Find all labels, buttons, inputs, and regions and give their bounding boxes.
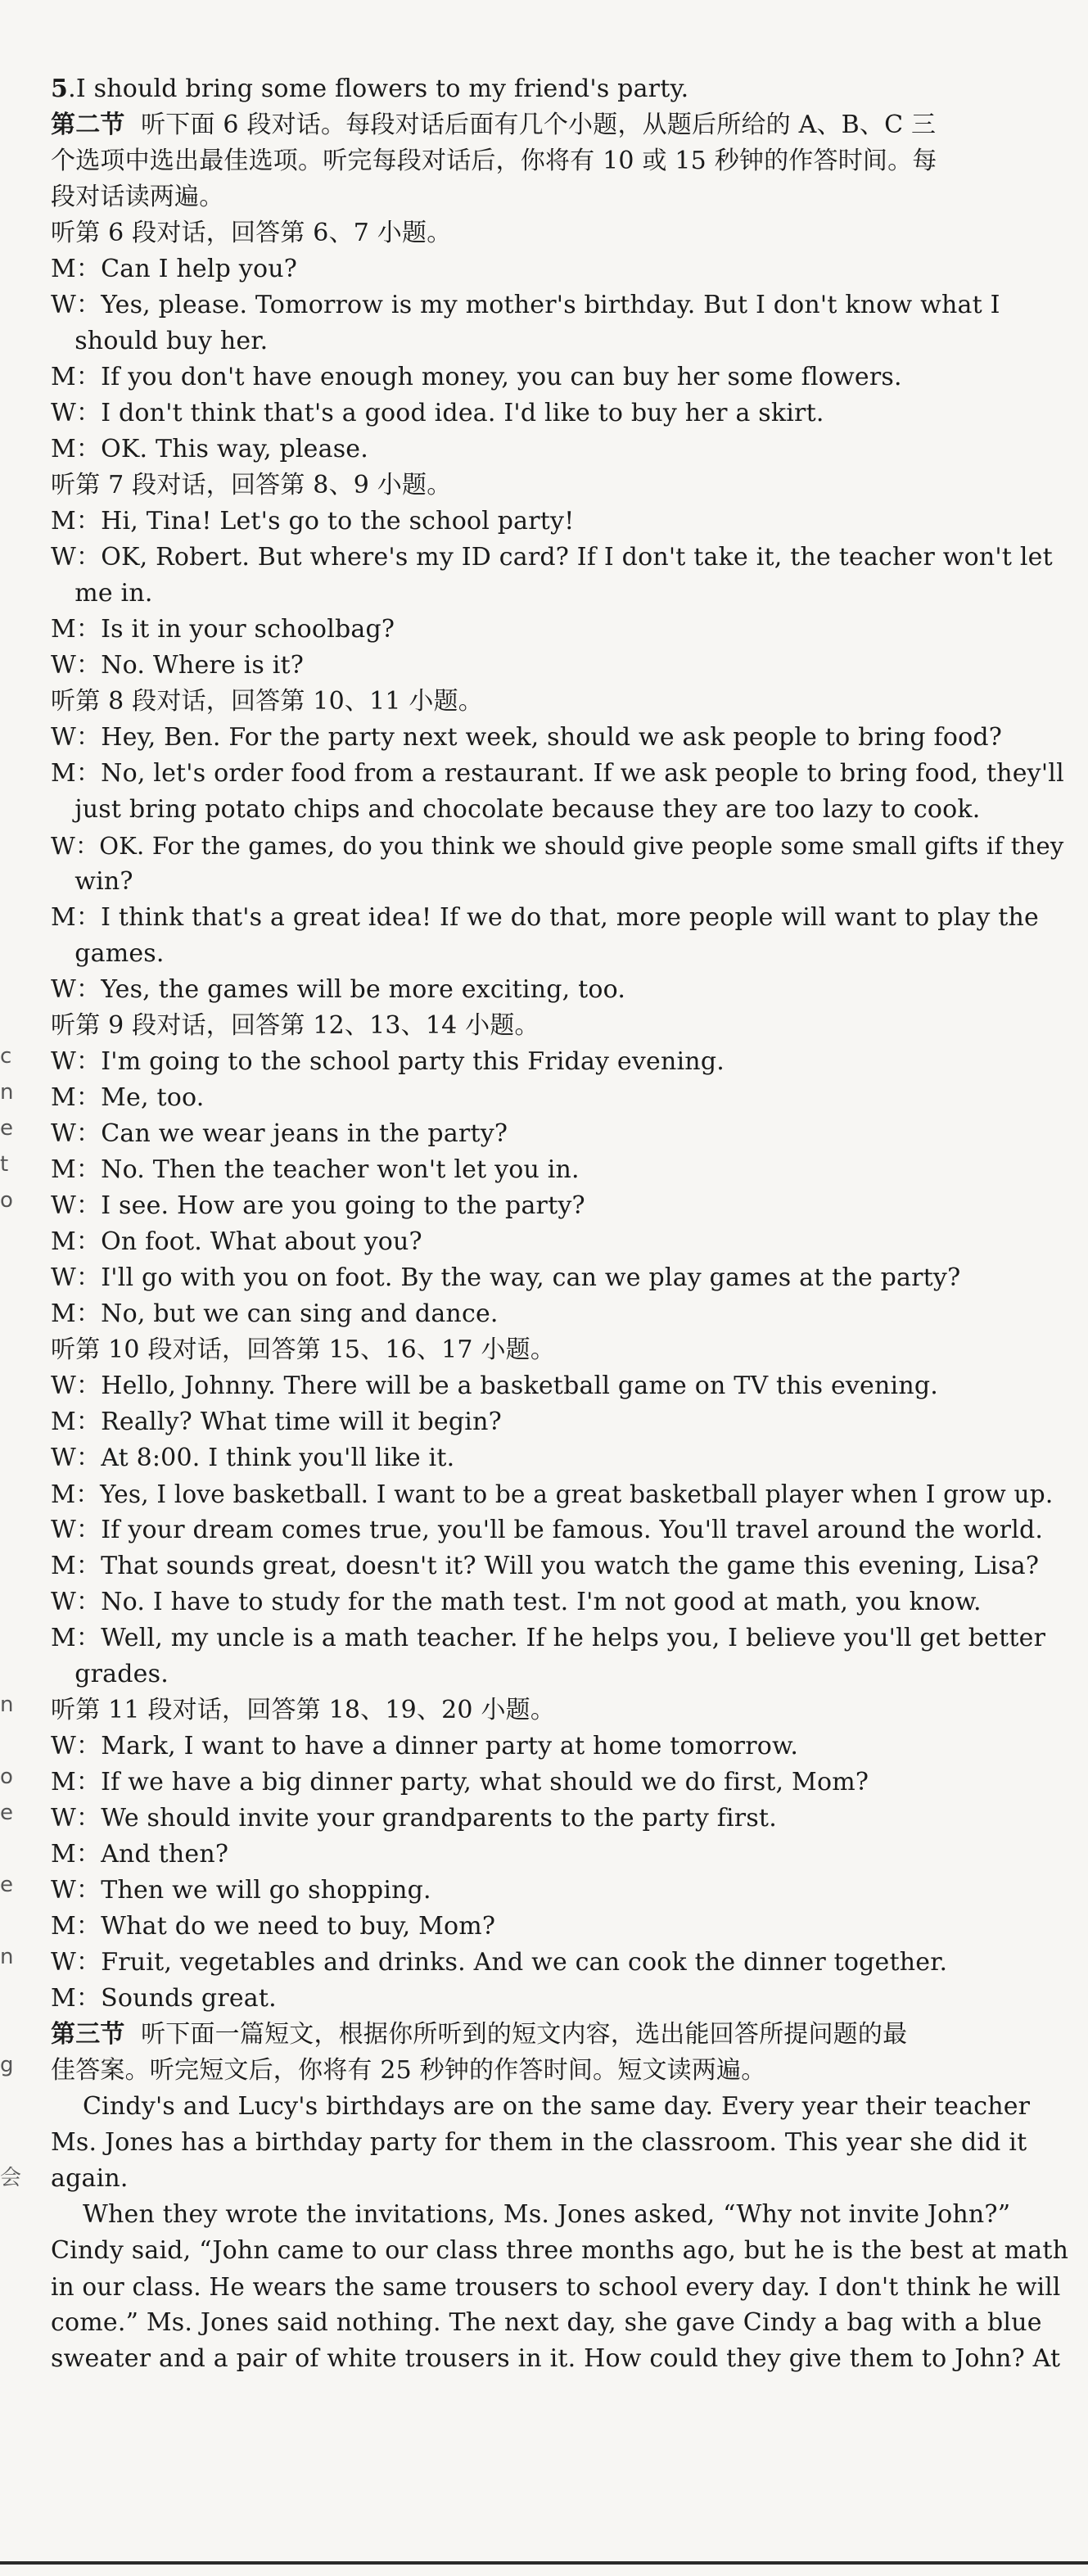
dialogue-line: M：Really? What time will it begin?	[51, 1408, 502, 1436]
margin-fragment: 会	[0, 2166, 22, 2190]
section-heading: 第三节 听下面一篇短文，根据你所听到的短文内容，选出能回答所提问题的最	[51, 2020, 908, 2049]
dialogue-line: W：Hey, Ben. For the party next week, should we ask people to bring food?	[51, 723, 1003, 752]
dialogue-line: M：That sounds great, doesn't it? Will you watch the game this evening, Lisa?	[51, 1552, 1040, 1580]
dialogue-line: W：OK. For the games, do you think we should give people some small gifts if they	[51, 832, 1064, 860]
dialogue-line: W：OK, Robert. But where's my ID card? If I don't take it, the teacher won't let	[51, 543, 1053, 572]
section-heading: 第二节 听下面 6 段对话。每段对话后面有几个小题，从题后所给的 A、B、C 三	[51, 111, 937, 139]
passage-line: Cindy's and Lucy's birthdays are on the same day. Every year their teacher	[51, 2092, 1031, 2121]
margin-fragment: t	[0, 1152, 9, 1177]
instruction-line: 佳答案。听完短文后，你将有 25 秒钟的作答时间。短文读两遍。	[51, 2056, 766, 2085]
dialogue-line: M：Well, my uncle is a math teacher. If he helps you, I believe you'll get better	[51, 1624, 1046, 1652]
dialogue-line: M：And then?	[51, 1840, 229, 1869]
dialogue-line: M：Can I help you?	[51, 255, 298, 283]
dialogue-line: W：I see. How are you going to the party?	[51, 1191, 585, 1220]
dialogue-line: M：Yes, I love basketball. I want to be a great basketball player when I grow up.	[51, 1480, 1054, 1508]
dialogue-line: M：On foot. What about you?	[51, 1227, 422, 1256]
passage-line: When they wrote the invitations, Ms. Jones asked, “Why not invite John?”	[51, 2200, 1011, 2229]
dialogue-line: W：Then we will go shopping.	[51, 1876, 431, 1905]
dialogue-line: M：What do we need to buy, Mom?	[51, 1912, 496, 1941]
passage-line: in our class. He wears the same trousers to school every day. I don't think he will	[51, 2273, 1061, 2301]
passage-line: Ms. Jones has a birthday party for them in the classroom. This year she did it	[51, 2128, 1027, 2157]
dialogue-line: M：If you don't have enough money, you can buy her some flowers.	[51, 363, 902, 391]
dialogue-heading: 听第 11 段对话，回答第 18、19、20 小题。	[51, 1696, 556, 1724]
dialogue-line: W：Can we wear jeans in the party?	[51, 1119, 508, 1148]
margin-fragment: o	[0, 1188, 13, 1213]
dialogue-line: W：If your dream comes true, you'll be famous. You'll travel around the world.	[51, 1516, 1044, 1544]
dialogue-line: M：Me, too.	[51, 1083, 205, 1112]
dialogue-line: M：If we have a big dinner party, what should we do first, Mom?	[51, 1768, 869, 1796]
dialogue-line: W：Yes, the games will be more exciting, too.	[51, 975, 626, 1004]
dialogue-line: W：Yes, please. Tomorrow is my mother's birthday. But I don't know what I	[51, 291, 1000, 319]
margin-fragment: o	[0, 1765, 13, 1789]
dialogue-line: M：I think that's a great idea! If we do that, more people will want to play the	[51, 903, 1039, 932]
dialogue-line: W：I don't think that's a good idea. I'd like to buy her a skirt.	[51, 399, 824, 427]
dialogue-line: win?	[51, 867, 133, 896]
passage-line: Cindy said, “John came to our class three months ago, but he is the best at math	[51, 2236, 1069, 2265]
dialogue-line: W：Hello, Johnny. There will be a basketball game on TV this evening.	[51, 1372, 938, 1400]
margin-fragment: e	[0, 1116, 13, 1141]
dialogue-line: W：Mark, I want to have a dinner party at home tomorrow.	[51, 1732, 799, 1760]
dialogue-line: W：I'll go with you on foot. By the way, can we play games at the party?	[51, 1263, 961, 1292]
dialogue-heading: 听第 8 段对话，回答第 10、11 小题。	[51, 687, 483, 716]
dialogue-line: M：No, but we can sing and dance.	[51, 1299, 499, 1328]
dialogue-line: W：No. Where is it?	[51, 651, 305, 680]
dialogue-line: W：At 8:00. I think you'll like it.	[51, 1444, 455, 1472]
dialogue-heading: 听第 6 段对话，回答第 6、7 小题。	[51, 219, 452, 247]
question-line: 5.I should bring some flowers to my friend's party.	[51, 75, 689, 103]
dialogue-line: M：Hi, Tina! Let's go to the school party!	[51, 507, 575, 536]
dialogue-line: W：We should invite your grandparents to the party first.	[51, 1804, 777, 1833]
margin-fragment: e	[0, 1801, 13, 1825]
margin-fragment: e	[0, 1873, 13, 1897]
bottom-rule	[0, 2561, 1088, 2565]
passage-line: sweater and a pair of white trousers in it. How could they give them to John? At	[51, 2344, 1061, 2373]
margin-fragment: n	[0, 1945, 14, 1969]
dialogue-line: grades.	[51, 1660, 169, 1688]
margin-fragment: n	[0, 1080, 14, 1105]
margin-fragment: g	[0, 2053, 14, 2077]
dialogue-heading: 听第 7 段对话，回答第 8、9 小题。	[51, 471, 452, 499]
margin-fragment: c	[0, 1044, 12, 1069]
dialogue-heading: 听第 9 段对话，回答第 12、13、14 小题。	[51, 1011, 539, 1040]
dialogue-line: games.	[51, 939, 165, 968]
passage-line: come.” Ms. Jones said nothing. The next day, she gave Cindy a bag with a blue	[51, 2308, 1042, 2337]
passage-line: again.	[51, 2164, 129, 2193]
dialogue-line: M：No. Then the teacher won't let you in.	[51, 1155, 580, 1184]
dialogue-line: W：I'm going to the school party this Friday evening.	[51, 1047, 725, 1076]
dialogue-line: just bring potato chips and chocolate because they are too lazy to cook.	[51, 795, 981, 824]
dialogue-line: should buy her.	[51, 327, 269, 355]
dialogue-line: M：OK. This way, please.	[51, 435, 368, 463]
instruction-line: 个选项中选出最佳选项。听完每段对话后，你将有 10 或 15 秒钟的作答时间。每	[51, 147, 937, 175]
dialogue-line: me in.	[51, 579, 153, 608]
instruction-line: 段对话读两遍。	[51, 183, 224, 211]
margin-fragment: n	[0, 1692, 14, 1717]
dialogue-heading: 听第 10 段对话，回答第 15、16、17 小题。	[51, 1335, 556, 1364]
dialogue-line: M：Is it in your schoolbag?	[51, 615, 395, 644]
dialogue-line: M：Sounds great.	[51, 1984, 277, 2013]
dialogue-line: W：Fruit, vegetables and drinks. And we can cook the dinner together.	[51, 1948, 948, 1977]
dialogue-line: M：No, let's order food from a restaurant. If we ask people to bring food, they'll	[51, 759, 1064, 788]
dialogue-line: W：No. I have to study for the math test. I'm not good at math, you know.	[51, 1588, 982, 1616]
